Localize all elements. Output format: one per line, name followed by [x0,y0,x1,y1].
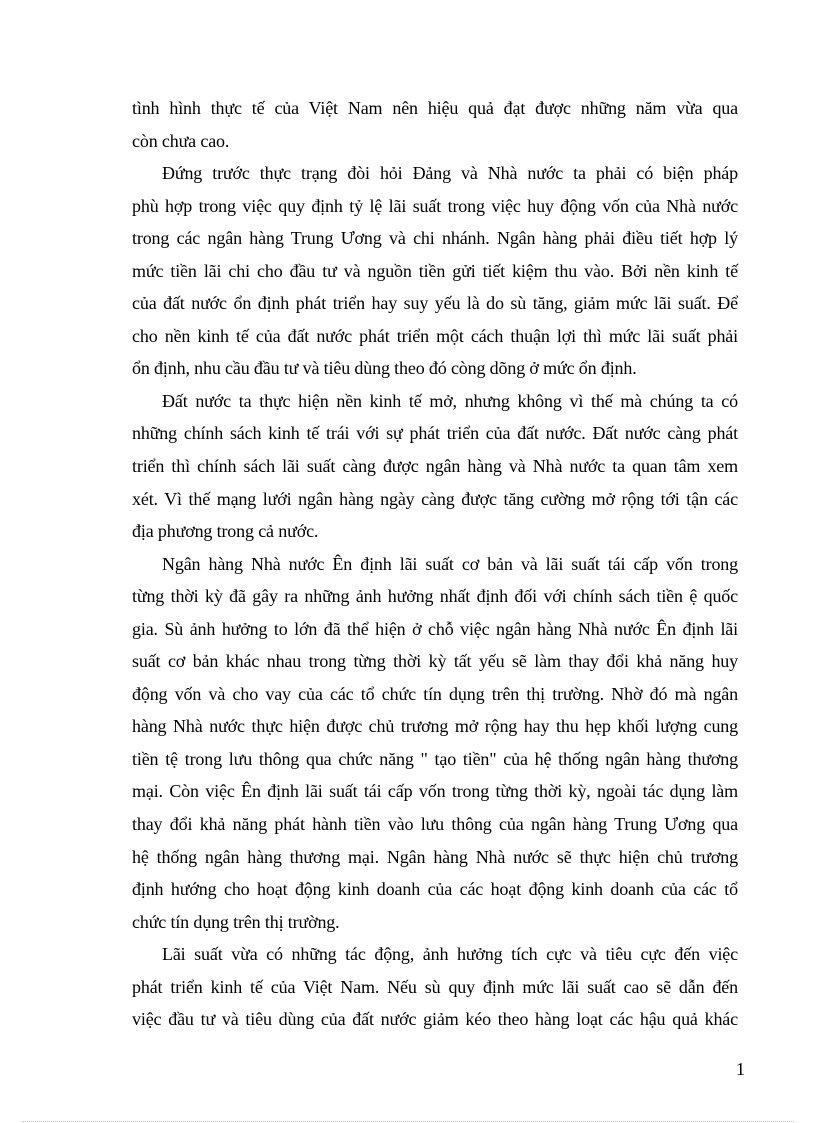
text-line: mức tiền lãi chi cho đầu tư và nguồn tiền gửi tiết kiệm thu vào. Bởi nền kinh tế [132,260,738,281]
text-line: cho nền kinh tế của đất nước phát triển một cách thuận lợi thì mức lãi suất phải [132,325,738,346]
text-line: Ngân hàng Nhà nước Ên định lãi suất cơ bản và lãi suất tái cấp vốn trong [162,553,738,574]
text-line: từng thời kỳ đã gây ra những ảnh hưởng nhất định đối với chính sách tiền ệ quốc [132,586,738,607]
text-line: xét. Vì thế mạng lưới ngân hàng ngày càng được tăng cường mở rộng tới tận các [132,488,738,509]
text-line: thay đổi khả năng phát hành tiền vào lưu thông của ngân hàng Trung Ương qua [132,814,738,835]
text-line: động vốn và cho vay của các tổ chức tín dụng trên thị trường. Nhờ đó mà ngân [132,683,738,704]
text-line: trong các ngân hàng Trung Ương và chi nhánh. Ngân hàng phải điều tiết hợp lý [132,228,738,249]
text-line: hệ thống ngân hàng thương mại. Ngân hàng Nhà nước sẽ thực hiện chủ trương [132,846,738,867]
text-line: chức tín dụng trên thị trường. [132,911,340,932]
text-line: gia. Sù ảnh hưởng to lớn đã thể hiện ở chỗ việc ngân hàng Nhà nước Ên định lãi [132,618,738,639]
page-bottom-divider [22,1121,794,1122]
text-line: địa phương trong cả nước. [132,521,319,542]
text-line: phát triển kinh tế của Việt Nam. Nếu sù quy định mức lãi suất cao sẽ dẫn đến [132,976,738,997]
text-line: phù hợp trong việc quy định tỷ lệ lãi suất trong việc huy động vốn của Nhà nước [132,195,738,216]
paragraph [132,157,738,385]
text-line: còn chưa cao. [132,130,230,151]
page-number: 1 [736,1059,745,1079]
text-line: Đứng trước thực trạng đòi hỏi Đảng và Nhà nước ta phải có biện pháp [162,163,738,184]
text-line: Đất nước ta thực hiện nền kinh tế mở, nhưng không vì thế mà chúng ta có [162,390,738,411]
text-line: tiền tệ trong lưu thông qua chức năng " tạo tiền" của hệ thống ngân hàng thương [132,748,738,769]
text-line: triển thì chính sách lãi suất càng được ngân hàng và Nhà nước ta quan tâm xem [132,456,738,477]
paragraph-continuation [132,92,738,157]
text-line: hàng Nhà nước thực hiện được chủ trương mở rộng hay thu hẹp khối lượng cung [132,716,738,737]
text-line: những chính sách kinh tế trái với sự phát triển của đất nước. Đất nước càng phát [132,423,738,444]
paragraph [132,938,738,1036]
document-body [132,92,738,1036]
text-line: định hướng cho hoạt động kinh doanh của các hoạt động kinh doanh của các tổ [132,879,738,900]
text-line: Lãi suất vừa có những tác động, ảnh hưởng tích cực và tiêu cực đến việc [162,944,738,965]
paragraph [132,385,738,548]
text-line: việc đầu tư và tiêu dùng của đất nước giảm kéo theo hàng loạt các hậu quả khác [132,1009,738,1030]
text-line: suất cơ bản khác nhau trong từng thời kỳ tất yếu sẽ làm thay đổi khả năng huy [132,651,738,672]
paragraph [132,548,738,939]
text-line: mại. Còn việc Ên định lãi suất tái cấp vốn trong từng thời kỳ, ngoài tác dụng làm [132,781,738,802]
text-line: ổn định, nhu cầu đầu tư và tiêu dùng theo đó còng dõng ở mức ổn định. [132,358,637,379]
text-line: tình hình thực tế của Việt Nam nên hiệu quả đạt được những năm vừa qua [132,98,738,118]
text-line: của đất nước ổn định phát triển hay suy yếu là do sù tăng, giảm mức lãi suất. Để [132,293,738,314]
